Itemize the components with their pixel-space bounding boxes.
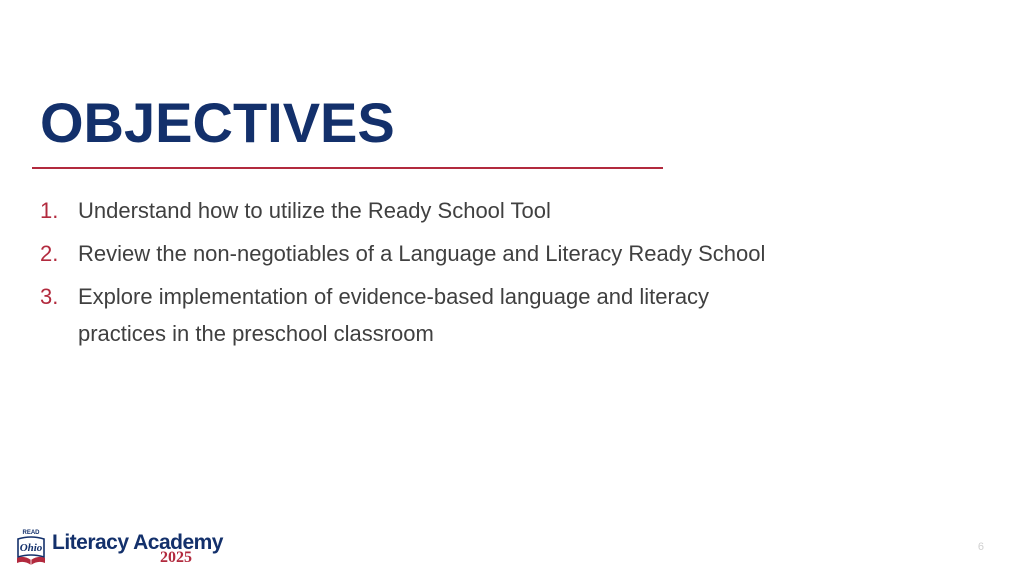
objective-item: [40, 235, 800, 272]
objective-text: Understand how to utilize the Ready School Tool: [78, 198, 551, 223]
literacy-academy-logo: [14, 527, 222, 569]
logo-badge-top: READ: [22, 530, 40, 536]
objectives-list: [40, 192, 800, 358]
logo-badge-script: Ohio: [19, 542, 43, 554]
page-number: 6: [977, 541, 984, 553]
objective-text: Review the non-negotiables of a Language and Literacy Ready School: [78, 241, 766, 266]
title-divider: [32, 167, 663, 169]
read-ohio-book-icon: [14, 527, 48, 569]
slide-title: OBJECTIVES: [40, 91, 395, 154]
logo-wordmark: [52, 527, 222, 569]
objective-number: 1.: [40, 198, 59, 223]
objective-number: 3.: [40, 284, 59, 309]
logo-year: 2025: [160, 549, 192, 566]
logo-name: Literacy Academy: [52, 531, 223, 554]
objective-text: Explore implementation of evidence-based language and literacy practices in the preschool classroom: [78, 284, 710, 346]
objective-number: 2.: [40, 241, 59, 266]
objective-item: [40, 192, 800, 229]
objective-item: [40, 278, 800, 352]
